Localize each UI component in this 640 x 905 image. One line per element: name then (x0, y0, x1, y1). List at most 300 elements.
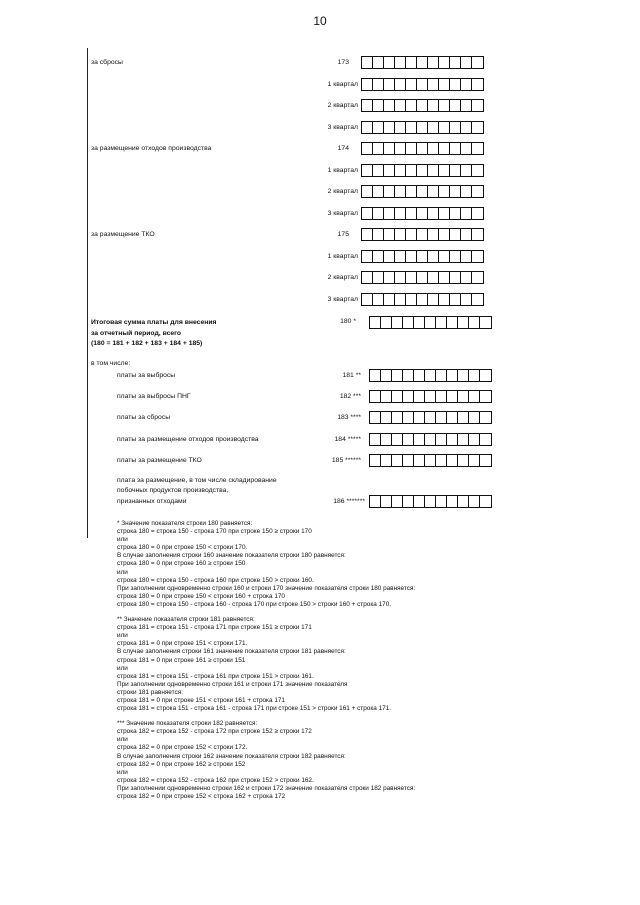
digit-cell[interactable] (450, 208, 461, 219)
sub-amount-boxes[interactable] (369, 411, 492, 424)
digit-cell[interactable] (425, 391, 436, 402)
quarter-amount-boxes[interactable] (361, 78, 484, 91)
note-line: строка 181 = 0 при строке 151 < строки 161 + строка 171 (117, 696, 285, 704)
digit-cell[interactable] (395, 294, 406, 305)
digit-cell[interactable] (458, 455, 469, 466)
digit-cell[interactable] (406, 272, 417, 283)
digit-cell[interactable] (381, 391, 392, 402)
digit-cell[interactable] (395, 208, 406, 219)
note-line: или (117, 536, 128, 544)
digit-cell[interactable] (403, 370, 414, 381)
quarter-amount-boxes[interactable] (361, 271, 484, 284)
section-label: за сбросы (91, 59, 123, 66)
note-line: В случае заполнения строки 160 значение показателя строки 180 равняется: (117, 552, 346, 560)
digit-cell[interactable] (480, 370, 491, 381)
digit-cell[interactable] (450, 229, 461, 240)
note-line: или (117, 632, 128, 640)
digit-cell[interactable] (373, 186, 384, 197)
digit-cell[interactable] (472, 251, 483, 262)
digit-cell[interactable] (362, 186, 373, 197)
digit-cell[interactable] (384, 122, 395, 133)
note-line: строка 180 = 0 при строке 160 ≥ строки 150 (117, 560, 246, 568)
digit-cell[interactable] (381, 317, 392, 328)
digit-cell[interactable] (417, 251, 428, 262)
digit-cell[interactable] (450, 79, 461, 90)
digit-cell[interactable] (395, 79, 406, 90)
digit-cell[interactable] (362, 165, 373, 176)
digit-cell[interactable] (370, 317, 381, 328)
digit-cell[interactable] (472, 57, 483, 68)
digit-cell[interactable] (447, 370, 458, 381)
note-line: *** Значение показателя строки 182 равняется: (117, 720, 258, 728)
note-line: строка 182 = строка 152 - строка 172 при строке 152 ≥ строки 172 (117, 728, 312, 736)
digit-cell[interactable] (373, 143, 384, 154)
note-line: строка 181 = 0 при строке 151 < строки 171. (117, 640, 248, 648)
digit-cell[interactable] (469, 391, 480, 402)
digit-cell[interactable] (417, 165, 428, 176)
digit-cell[interactable] (381, 496, 392, 507)
digit-cell[interactable] (417, 143, 428, 154)
digit-cell[interactable] (439, 122, 450, 133)
digit-cell[interactable] (439, 143, 450, 154)
digit-cell[interactable] (403, 412, 414, 423)
sub-row-label: платы за выбросы ПНГ (117, 393, 191, 400)
digit-cell[interactable] (425, 370, 436, 381)
digit-cell[interactable] (406, 100, 417, 111)
quarter-label: 3 квартал (327, 295, 358, 303)
digit-cell[interactable] (395, 186, 406, 197)
row-code: 175 (337, 231, 349, 238)
note-line: или (117, 736, 128, 744)
digit-cell[interactable] (428, 186, 439, 197)
digit-cell[interactable] (461, 100, 472, 111)
digit-cell[interactable] (439, 165, 450, 176)
digit-cell[interactable] (406, 165, 417, 176)
digit-cell[interactable] (461, 57, 472, 68)
sub-row-label: платы за сбросы (117, 414, 171, 421)
sub-row-label: платы за размещение ТКО (117, 457, 202, 464)
quarter-label: 1 квартал (327, 166, 358, 174)
digit-cell[interactable] (436, 496, 447, 507)
digit-cell[interactable] (428, 122, 439, 133)
digit-cell[interactable] (414, 412, 425, 423)
total-amount-boxes[interactable] (369, 316, 492, 329)
digit-cell[interactable] (469, 370, 480, 381)
last-amount-boxes[interactable] (369, 495, 492, 508)
digit-cell[interactable] (373, 272, 384, 283)
digit-cell[interactable] (406, 143, 417, 154)
digit-cell[interactable] (461, 294, 472, 305)
digit-cell[interactable] (450, 251, 461, 262)
digit-cell[interactable] (395, 272, 406, 283)
quarter-label: 1 квартал (327, 252, 358, 260)
total-label: за отчетный период, всего (91, 329, 182, 337)
amount-boxes[interactable] (361, 56, 484, 69)
digit-cell[interactable] (469, 496, 480, 507)
digit-cell[interactable] (461, 143, 472, 154)
digit-cell[interactable] (414, 496, 425, 507)
digit-cell[interactable] (428, 165, 439, 176)
digit-cell[interactable] (447, 317, 458, 328)
digit-cell[interactable] (428, 100, 439, 111)
digit-cell[interactable] (447, 391, 458, 402)
digit-cell[interactable] (417, 186, 428, 197)
digit-cell[interactable] (406, 79, 417, 90)
digit-cell[interactable] (362, 57, 373, 68)
digit-cell[interactable] (370, 391, 381, 402)
digit-cell[interactable] (417, 57, 428, 68)
digit-cell[interactable] (450, 165, 461, 176)
digit-cell[interactable] (406, 208, 417, 219)
digit-cell[interactable] (458, 391, 469, 402)
last-row-label: побочных продуктов производства, (117, 487, 229, 495)
digit-cell[interactable] (458, 496, 469, 507)
row-code: 173 (337, 59, 349, 66)
digit-cell[interactable] (450, 294, 461, 305)
digit-cell[interactable] (392, 496, 403, 507)
digit-cell[interactable] (395, 229, 406, 240)
digit-cell[interactable] (362, 229, 373, 240)
digit-cell[interactable] (373, 122, 384, 133)
digit-cell[interactable] (392, 455, 403, 466)
digit-cell[interactable] (384, 294, 395, 305)
note-line: При заполнении одновременно строки 160 и строки 170 значение показателя строки 180 равняется: (117, 584, 416, 592)
digit-cell[interactable] (406, 186, 417, 197)
row-code: 183 **** (337, 414, 361, 421)
digit-cell[interactable] (403, 391, 414, 402)
digit-cell[interactable] (370, 455, 381, 466)
quarter-label: 3 квартал (327, 209, 358, 217)
digit-cell[interactable] (373, 57, 384, 68)
note-gap (117, 713, 497, 720)
digit-cell[interactable] (414, 370, 425, 381)
digit-cell[interactable] (458, 434, 469, 445)
digit-cell[interactable] (373, 100, 384, 111)
digit-cell[interactable] (447, 496, 458, 507)
digit-cell[interactable] (373, 165, 384, 176)
digit-cell[interactable] (469, 455, 480, 466)
digit-cell[interactable] (384, 143, 395, 154)
digit-cell[interactable] (439, 208, 450, 219)
quarter-label: 2 квартал (327, 102, 358, 109)
digit-cell[interactable] (436, 391, 447, 402)
digit-cell[interactable] (439, 272, 450, 283)
row-code: 182 *** (339, 393, 361, 400)
digit-cell[interactable] (461, 122, 472, 133)
digit-cell[interactable] (414, 455, 425, 466)
digit-cell[interactable] (425, 496, 436, 507)
digit-cell[interactable] (392, 370, 403, 381)
digit-cell[interactable] (384, 186, 395, 197)
digit-cell[interactable] (417, 122, 428, 133)
digit-cell[interactable] (414, 434, 425, 445)
digit-cell[interactable] (458, 317, 469, 328)
sub-amount-boxes[interactable] (369, 433, 492, 446)
digit-cell[interactable] (436, 317, 447, 328)
digit-cell[interactable] (439, 79, 450, 90)
digit-cell[interactable] (406, 122, 417, 133)
digit-cell[interactable] (381, 412, 392, 423)
digit-cell[interactable] (428, 143, 439, 154)
digit-cell[interactable] (362, 79, 373, 90)
digit-cell[interactable] (450, 186, 461, 197)
digit-cell[interactable] (425, 434, 436, 445)
digit-cell[interactable] (403, 455, 414, 466)
digit-cell[interactable] (480, 455, 491, 466)
last-row-label: плата за размещение, в том числе складирование (117, 477, 277, 484)
sub-row-label: платы за размещение отходов производства (117, 436, 259, 443)
note-line: строка 182 = 0 при строке 162 ≥ строки 152 (117, 760, 246, 768)
note-line: * Значение показателя строки 180 равняется: (117, 520, 253, 527)
row-code: 180 * (340, 318, 356, 325)
digit-cell[interactable] (469, 434, 480, 445)
digit-cell[interactable] (384, 251, 395, 262)
digit-cell[interactable] (450, 143, 461, 154)
digit-cell[interactable] (392, 412, 403, 423)
digit-cell[interactable] (384, 208, 395, 219)
digit-cell[interactable] (362, 272, 373, 283)
digit-cell[interactable] (362, 208, 373, 219)
digit-cell[interactable] (447, 455, 458, 466)
digit-cell[interactable] (450, 272, 461, 283)
digit-cell[interactable] (461, 272, 472, 283)
digit-cell[interactable] (472, 165, 483, 176)
digit-cell[interactable] (436, 370, 447, 381)
digit-cell[interactable] (428, 272, 439, 283)
digit-cell[interactable] (381, 370, 392, 381)
note-line: или (117, 664, 128, 672)
digit-cell[interactable] (428, 208, 439, 219)
digit-cell[interactable] (362, 251, 373, 262)
note-line: строка 181 = строка 151 - строка 161 - строка 171 при строке 151 > строки 161 + строка 171. (117, 705, 392, 713)
digit-cell[interactable] (447, 434, 458, 445)
quarter-amount-boxes[interactable] (361, 293, 484, 306)
digit-cell[interactable] (436, 455, 447, 466)
digit-cell[interactable] (425, 455, 436, 466)
page-number: 10 (313, 14, 327, 28)
note-line: или (117, 568, 128, 576)
total-label: Итоговая сумма платы для внесения (91, 319, 217, 326)
digit-cell[interactable] (395, 165, 406, 176)
digit-cell[interactable] (447, 412, 458, 423)
note-line: строки 181 равняется: (117, 688, 183, 696)
digit-cell[interactable] (362, 294, 373, 305)
quarter-amount-boxes[interactable] (361, 207, 484, 220)
digit-cell[interactable] (472, 79, 483, 90)
digit-cell[interactable] (384, 272, 395, 283)
digit-cell[interactable] (373, 229, 384, 240)
note-line: В случае заполнения строки 162 значение показателя строки 182 равняется: (117, 752, 346, 760)
digit-cell[interactable] (450, 100, 461, 111)
digit-cell[interactable] (392, 391, 403, 402)
note-line: строка 181 = 0 при строке 161 ≥ строки 151 (117, 656, 246, 664)
digit-cell[interactable] (417, 100, 428, 111)
digit-cell[interactable] (395, 143, 406, 154)
sub-amount-boxes[interactable] (369, 390, 492, 403)
total-label: (180 = 181 + 182 + 183 + 184 + 185) (91, 340, 203, 347)
digit-cell[interactable] (428, 294, 439, 305)
digit-cell[interactable] (381, 455, 392, 466)
digit-cell[interactable] (439, 57, 450, 68)
quarter-amount-boxes[interactable] (361, 250, 484, 263)
note-line: или (117, 768, 128, 776)
digit-cell[interactable] (384, 100, 395, 111)
digit-cell[interactable] (480, 434, 491, 445)
digit-cell[interactable] (381, 434, 392, 445)
digit-cell[interactable] (373, 208, 384, 219)
digit-cell[interactable] (362, 122, 373, 133)
digit-cell[interactable] (425, 317, 436, 328)
digit-cell[interactable] (461, 251, 472, 262)
digit-cell[interactable] (384, 57, 395, 68)
note-line: строка 181 = строка 151 - строка 171 при строке 151 ≥ строки 171 (117, 624, 312, 632)
digit-cell[interactable] (461, 165, 472, 176)
digit-cell[interactable] (472, 186, 483, 197)
digit-cell[interactable] (370, 370, 381, 381)
digit-cell[interactable] (362, 143, 373, 154)
digit-cell[interactable] (392, 317, 403, 328)
digit-cell[interactable] (362, 100, 373, 111)
digit-cell[interactable] (461, 229, 472, 240)
digit-cell[interactable] (417, 229, 428, 240)
digit-cell[interactable] (480, 317, 491, 328)
digit-cell[interactable] (439, 100, 450, 111)
digit-cell[interactable] (403, 317, 414, 328)
digit-cell[interactable] (403, 434, 414, 445)
digit-cell[interactable] (439, 229, 450, 240)
note-line: строка 180 = 0 при строке 150 < строки 170. (117, 544, 248, 552)
digit-cell[interactable] (406, 251, 417, 262)
note-line: строка 180 = строка 150 - строка 170 при строке 150 ≥ строки 170 (117, 528, 312, 536)
digit-cell[interactable] (428, 229, 439, 240)
note-line: строка 180 = 0 при строке 150 < строки 160 + строка 170 (117, 592, 285, 600)
digit-cell[interactable] (370, 412, 381, 423)
digit-cell[interactable] (472, 143, 483, 154)
quarter-amount-boxes[interactable] (361, 99, 484, 112)
digit-cell[interactable] (480, 412, 491, 423)
digit-cell[interactable] (414, 391, 425, 402)
row-code: 185 ****** (331, 457, 361, 464)
digit-cell[interactable] (472, 100, 483, 111)
digit-cell[interactable] (461, 186, 472, 197)
note-line: При заполнении одновременно строки 161 и строки 171 значение показателя (117, 680, 348, 688)
digit-cell[interactable] (384, 79, 395, 90)
quarter-amount-boxes[interactable] (361, 164, 484, 177)
digit-cell[interactable] (428, 251, 439, 262)
digit-cell[interactable] (373, 294, 384, 305)
note-line: В случае заполнения строки 161 значение показателя строки 181 равняется: (117, 648, 346, 656)
digit-cell[interactable] (373, 79, 384, 90)
row-code: 181 ** (342, 372, 361, 379)
digit-cell[interactable] (417, 208, 428, 219)
row-code: 186 ******* (333, 498, 365, 505)
digit-cell[interactable] (417, 294, 428, 305)
digit-cell[interactable] (469, 412, 480, 423)
digit-cell[interactable] (450, 57, 461, 68)
digit-cell[interactable] (370, 434, 381, 445)
digit-cell[interactable] (395, 251, 406, 262)
quarter-label: 1 квартал (327, 80, 358, 88)
digit-cell[interactable] (428, 57, 439, 68)
including-label: в том числе: (91, 360, 131, 367)
note-line: ** Значение показателя строки 181 равняется: (117, 616, 255, 624)
section-label: за размещение ТКО (91, 231, 155, 238)
footnotes (117, 520, 497, 801)
quarter-amount-boxes[interactable] (361, 185, 484, 198)
digit-cell[interactable] (472, 208, 483, 219)
digit-cell[interactable] (436, 434, 447, 445)
last-row-label: признанных отходами (117, 497, 187, 505)
amount-boxes[interactable] (361, 142, 484, 155)
digit-cell[interactable] (461, 208, 472, 219)
amount-boxes[interactable] (361, 228, 484, 241)
note-line: При заполнении одновременно строки 162 и строки 172 значение показателя строки 182 равняется: (117, 784, 416, 792)
row-code: 174 (337, 145, 349, 152)
digit-cell[interactable] (392, 434, 403, 445)
digit-cell[interactable] (384, 165, 395, 176)
digit-cell[interactable] (458, 370, 469, 381)
digit-cell[interactable] (370, 496, 381, 507)
note-line: строка 181 = строка 151 - строка 161 при строке 151 > строки 161. (117, 672, 314, 680)
note-line: строка 180 = строка 150 - строка 160 - строка 170 при строке 150 > строки 160 + строка 170. (117, 600, 392, 608)
note-line: строка 182 = 0 при строке 152 < строки 172. (117, 744, 248, 752)
digit-cell[interactable] (417, 79, 428, 90)
digit-cell[interactable] (406, 57, 417, 68)
note-line: строка 182 = строка 152 - строка 162 при строке 152 > строки 162. (117, 776, 314, 784)
row-code: 184 ***** (334, 436, 361, 443)
digit-cell[interactable] (461, 79, 472, 90)
section-label: за размещение отходов производства (91, 145, 212, 152)
digit-cell[interactable] (472, 294, 483, 305)
digit-cell[interactable] (428, 79, 439, 90)
sub-amount-boxes[interactable] (369, 369, 492, 382)
digit-cell[interactable] (403, 496, 414, 507)
note-line: строка 180 = строка 150 - строка 160 при строке 150 > строки 160. (117, 576, 314, 584)
digit-cell[interactable] (439, 251, 450, 262)
digit-cell[interactable] (450, 122, 461, 133)
quarter-label: 2 квартал (327, 274, 358, 281)
digit-cell[interactable] (458, 412, 469, 423)
digit-cell[interactable] (395, 57, 406, 68)
sub-row-label: платы за выбросы (117, 372, 176, 379)
digit-cell[interactable] (436, 412, 447, 423)
digit-cell[interactable] (395, 122, 406, 133)
digit-cell[interactable] (480, 496, 491, 507)
digit-cell[interactable] (395, 100, 406, 111)
sub-amount-boxes[interactable] (369, 454, 492, 467)
digit-cell[interactable] (439, 294, 450, 305)
digit-cell[interactable] (417, 272, 428, 283)
digit-cell[interactable] (480, 391, 491, 402)
note-gap (117, 609, 497, 616)
digit-cell[interactable] (406, 229, 417, 240)
digit-cell[interactable] (384, 229, 395, 240)
digit-cell[interactable] (439, 186, 450, 197)
left-rule (87, 48, 88, 538)
digit-cell[interactable] (425, 412, 436, 423)
digit-cell[interactable] (373, 251, 384, 262)
digit-cell[interactable] (472, 229, 483, 240)
digit-cell[interactable] (469, 317, 480, 328)
digit-cell[interactable] (472, 122, 483, 133)
quarter-label: 3 квартал (327, 123, 358, 131)
quarter-label: 2 квартал (327, 188, 358, 195)
quarter-amount-boxes[interactable] (361, 121, 484, 134)
digit-cell[interactable] (406, 294, 417, 305)
digit-cell[interactable] (414, 317, 425, 328)
note-line: строка 182 = 0 при строке 152 < строка 162 + строка 172 (117, 793, 286, 800)
digit-cell[interactable] (472, 272, 483, 283)
